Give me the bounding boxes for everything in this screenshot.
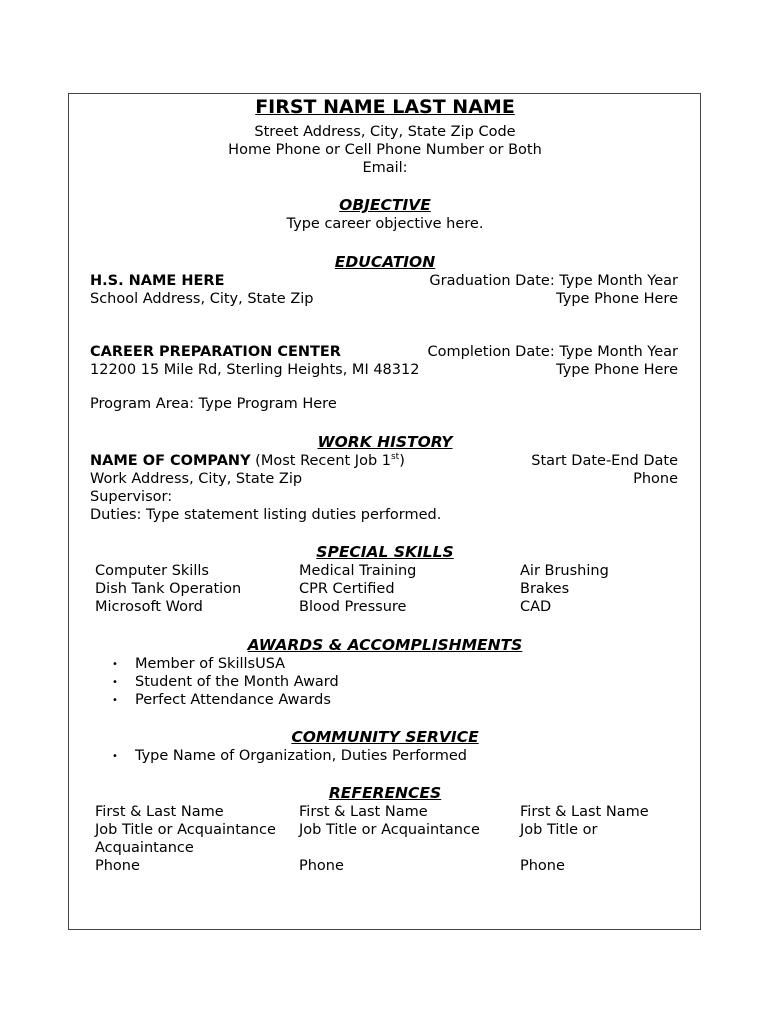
skill-item: Dish Tank Operation [95,581,242,597]
bullet-icon: • [112,751,118,762]
skill-item: Microsoft Word [95,599,203,615]
bullet-icon: • [112,659,118,670]
bullet-icon: • [112,677,118,688]
hs-name: H.S. NAME HERE [90,273,225,289]
work-history-heading: WORK HISTORY [317,433,453,451]
reference-phone: Phone [520,858,565,874]
objective-heading: OBJECTIVE [339,196,431,214]
cpc-completion-date: Completion Date: Type Month Year [427,344,678,360]
skill-item: Medical Training [299,563,417,579]
award-item: Member of SkillsUSA [135,656,286,672]
company-name: NAME OF COMPANY [90,453,251,469]
company-line [90,452,405,470]
reference-title: Job Title or Acquaintance [95,822,276,838]
community-service-heading: COMMUNITY SERVICE [291,728,479,746]
skill-item: Computer Skills [95,563,209,579]
skill-item: Air Brushing [520,563,609,579]
objective-text: Type career objective here. [286,216,484,232]
cpc-address: 12200 15 Mile Rd, Sterling Heights, MI 48312 [90,362,420,378]
skill-item: Blood Pressure [299,599,407,615]
cpc-name: CAREER PREPARATION CENTER [90,344,341,360]
reference-phone: Phone [95,858,140,874]
recent-job-close: ) [399,453,405,469]
community-item: Type Name of Organization, Duties Performed [135,748,467,764]
supervisor: Supervisor: [90,489,173,505]
hs-graduation-date: Graduation Date: Type Month Year [429,273,678,289]
email-line: Email: [362,160,408,176]
work-dates: Start Date-End Date [531,453,678,469]
reference-phone: Phone [299,858,344,874]
skill-item: Brakes [520,581,570,597]
cpc-phone: Type Phone Here [556,362,678,378]
reference-name: First & Last Name [95,804,224,820]
reference-title-cont: Acquaintance [95,840,194,856]
duties: Duties: Type statement listing duties performed. [90,507,442,523]
hs-phone: Type Phone Here [556,291,678,307]
education-heading: EDUCATION [334,253,436,271]
phone-line: Home Phone or Cell Phone Number or Both [228,142,542,158]
reference-title: Job Title or Acquaintance [299,822,480,838]
awards-heading: AWARDS & ACCOMPLISHMENTS [247,636,523,654]
skill-item: CPR Certified [299,581,395,597]
skill-item: CAD [520,599,552,615]
reference-name: First & Last Name [299,804,428,820]
hs-address: School Address, City, State Zip [90,291,314,307]
award-item: Student of the Month Award [135,674,339,690]
award-item: Perfect Attendance Awards [135,692,331,708]
program-area: Program Area: Type Program Here [90,396,337,412]
special-skills-heading: SPECIAL SKILLS [316,543,454,561]
references-heading: REFERENCES [328,784,442,802]
street-address: Street Address, City, State Zip Code [254,124,516,140]
recent-job-note: (Most Recent Job 1 [250,453,391,469]
bullet-icon: • [112,695,118,706]
reference-title: Job Title or [520,822,598,838]
work-address: Work Address, City, State Zip [90,471,303,487]
page-title: FIRST NAME LAST NAME [255,96,515,118]
recent-job-sup: st [390,452,400,463]
work-phone: Phone [633,471,678,487]
reference-name: First & Last Name [520,804,649,820]
